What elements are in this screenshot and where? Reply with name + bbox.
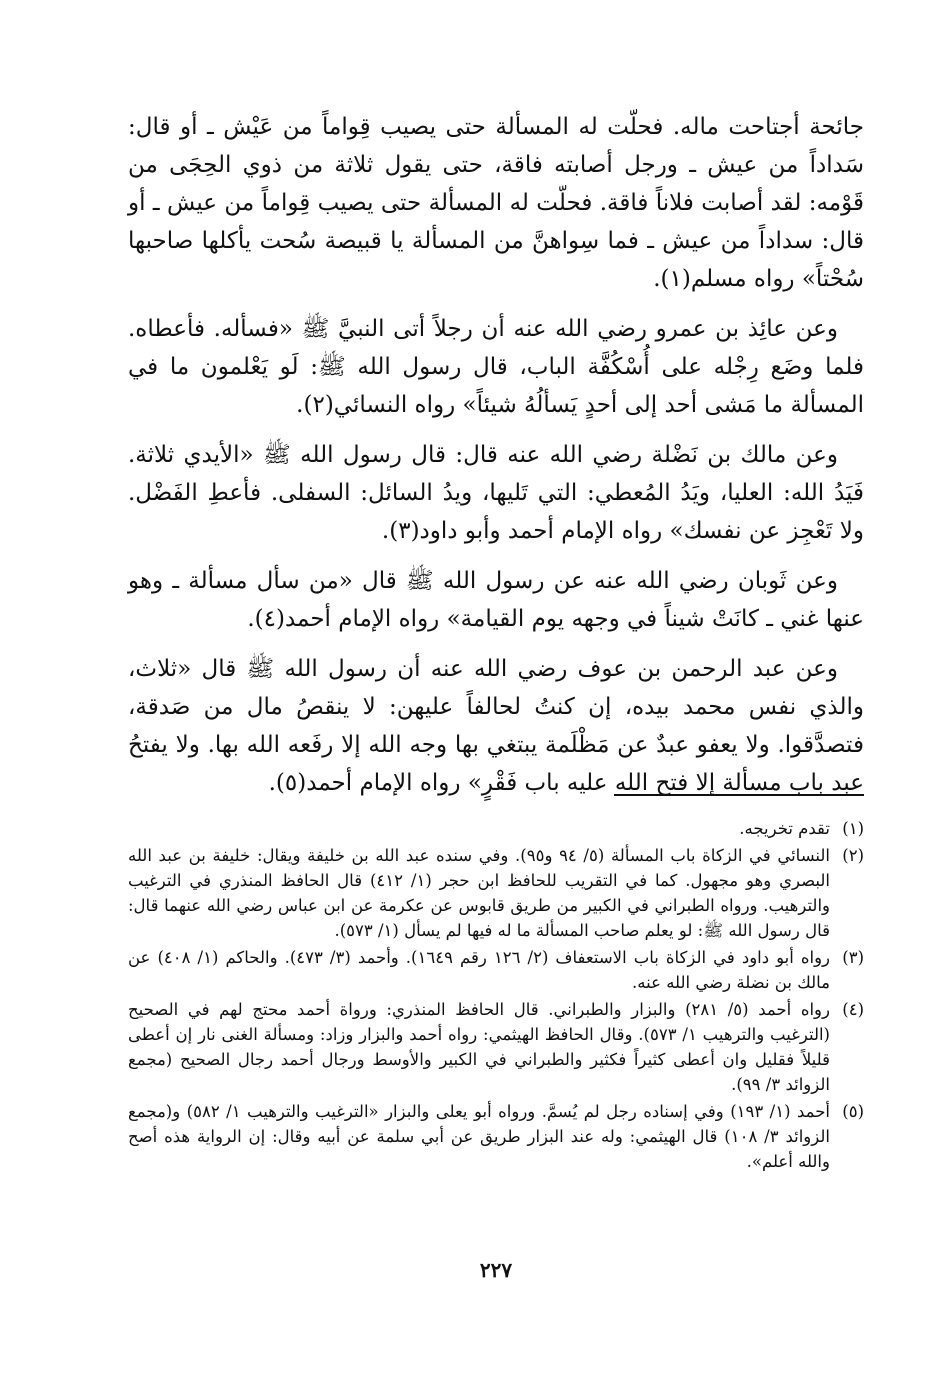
book-page bbox=[128, 108, 864, 1348]
paragraph-abdulrahman: وعن عبد الرحمن بن عوف رضي الله عنه أن رسول الله ﷺ قال «ثلاث، والذي نفس محمد بيده، إن كنتُ لحالفاً عليهن: لا ينقصُ مال من صَدقة، فتصدَّقوا. ولا يعفو عبدٌ عن مَظْلَمة يبتغي بها وجه الله إلا رفَعه الله بها. ولا يفتحُ عبد باب مسألة إلا فتح الله عليه باب فَقْرٍ» رواه الإمام أحمد(٥). bbox=[128, 656, 864, 796]
paragraph-aidh: وعن عائِذ بن عمرو رضي الله عنه أن رجلاً أتى النبيَّ ﷺ «فسأله. فأعطاه. فلما وضَع رِجْله على أُسْكُفَّة الباب، قال رسول الله ﷺ: لَو يَعْلمون ما في المسألة ما مَشى أحد إلى أحدٍ يَسألُهُ شيئاً» رواه النسائي(٢). bbox=[128, 316, 864, 418]
footnote-number: (٤) bbox=[842, 1000, 864, 1019]
footnote bbox=[128, 1099, 864, 1174]
paragraph-thawban: وعن ثَوبان رضي الله عنه عن رسول الله ﷺ قال «من سأل مسألة ـ وهو عنها غني ـ كانَتْ شيناً في وجهه يوم القيامة» رواه الإمام أحمد(٤). bbox=[128, 568, 864, 632]
page-number: ٢٢٧ bbox=[479, 1258, 513, 1282]
footnotes bbox=[128, 816, 864, 1176]
footnote-text: رواه أحمد (٥/ ٢٨١) والبزار والطبراني. قال الحافظ المنذري: ورواة أحمد محتج لهم في الصحيح (الترغيب والترهيب ١/ ٥٧٣). وقال الحافظ الهيثمي: رواه أحمد والبزار وزاد: ومسألة الغنى نار إن أعطى قليلاً فقليل وان أعطى كثيراً فكثير والطبراني في الكبير والأوسط ورجال أحمد رجال الصحيح (مجمع الزوائد ٣/ ٩٩). bbox=[128, 1000, 830, 1094]
footnote-text: رواه أبو داود في الزكاة باب الاستعفاف (٢/ ١٢٦ رقم ١٦٤٩). وأحمد (٣/ ٤٧٣). والحاكم (١/ ٤٠٨) عن مالك بن نضلة رضي الله عنه. bbox=[128, 948, 831, 992]
footnote-separator bbox=[614, 794, 864, 796]
footnote bbox=[128, 997, 864, 1097]
footnote-number: (٥) bbox=[842, 1102, 864, 1121]
footnote bbox=[128, 843, 864, 943]
footnote bbox=[128, 816, 864, 841]
footnote-number: (٢) bbox=[842, 846, 864, 865]
main-text bbox=[128, 108, 864, 802]
paragraph-continued: جائحة أجتاحت ماله. فحلّت له المسألة حتى يصيب قِواماً من عَيْش ـ أو قال: سَداداً من عيش ـ ورجل أصابته فاقة، حتى يقول ثلاثة من ذوي الحِجَى من قَوْمه: لقد أصابت فلاناً فاقة. فحلّت له المسألة حتى يصيب قِواماً من عيش ـ أو قال: سداداً من عيش ـ فما سِواهنَّ من المسألة يا قبيصة سُحت يأكلها صاحبها سُحْتاً» رواه مسلم(١). bbox=[128, 114, 865, 292]
footnote-text: النسائي في الزكاة باب المسألة (٥/ ٩٤ و٩٥). وفي سنده عبد الله بن خليفة ويقال: خليفة بن عبد الله البصري وهو مجهول. كما في التقريب للحافظ ابن حجر (١/ ٤١٢) قال الحافظ المنذري في الترغيب والترهيب. ورواه الطبراني في الكبير من طريق قابوس عن عكرمة عن ابن عباس رضي الله عنهما قال: قال رسول الله ﷺ: لو يعلم صاحب المسألة ما له فيها لم يسأل (١/ ٥٧٣). bbox=[128, 846, 831, 940]
footnote-number: (٣) bbox=[842, 948, 864, 967]
footnote bbox=[128, 945, 864, 995]
footnote-text: تقدم تخريجه. bbox=[739, 819, 830, 838]
footnote-number: (١) bbox=[842, 819, 864, 838]
paragraph-malik: وعن مالك بن نَضْلة رضي الله عنه قال: قال رسول الله ﷺ «الأيدي ثلاثة. فَيَدُ الله: العليا، ويَدُ المُعطي: التي تَليها، ويدُ السائل: السفلى. فأعطِ الفَضْل. ولا تَعْجِز عن نفسك» رواه الإمام أحمد وأبو داود(٣). bbox=[128, 442, 864, 544]
footnote-text: أحمد (١/ ١٩٣) وفي إسناده رجل لم يُسمَّ. ورواه أبو يعلى والبزار «الترغيب والترهيب ١/ ٥٨٢) و(مجمع الزوائد ٣/ ١٠٨) قال الهيثمي: وله عند البزار طريق عن أبي سلمة عن أبيه وقال: إن الرواية هذه أصح والله أعلم». bbox=[128, 1102, 830, 1171]
